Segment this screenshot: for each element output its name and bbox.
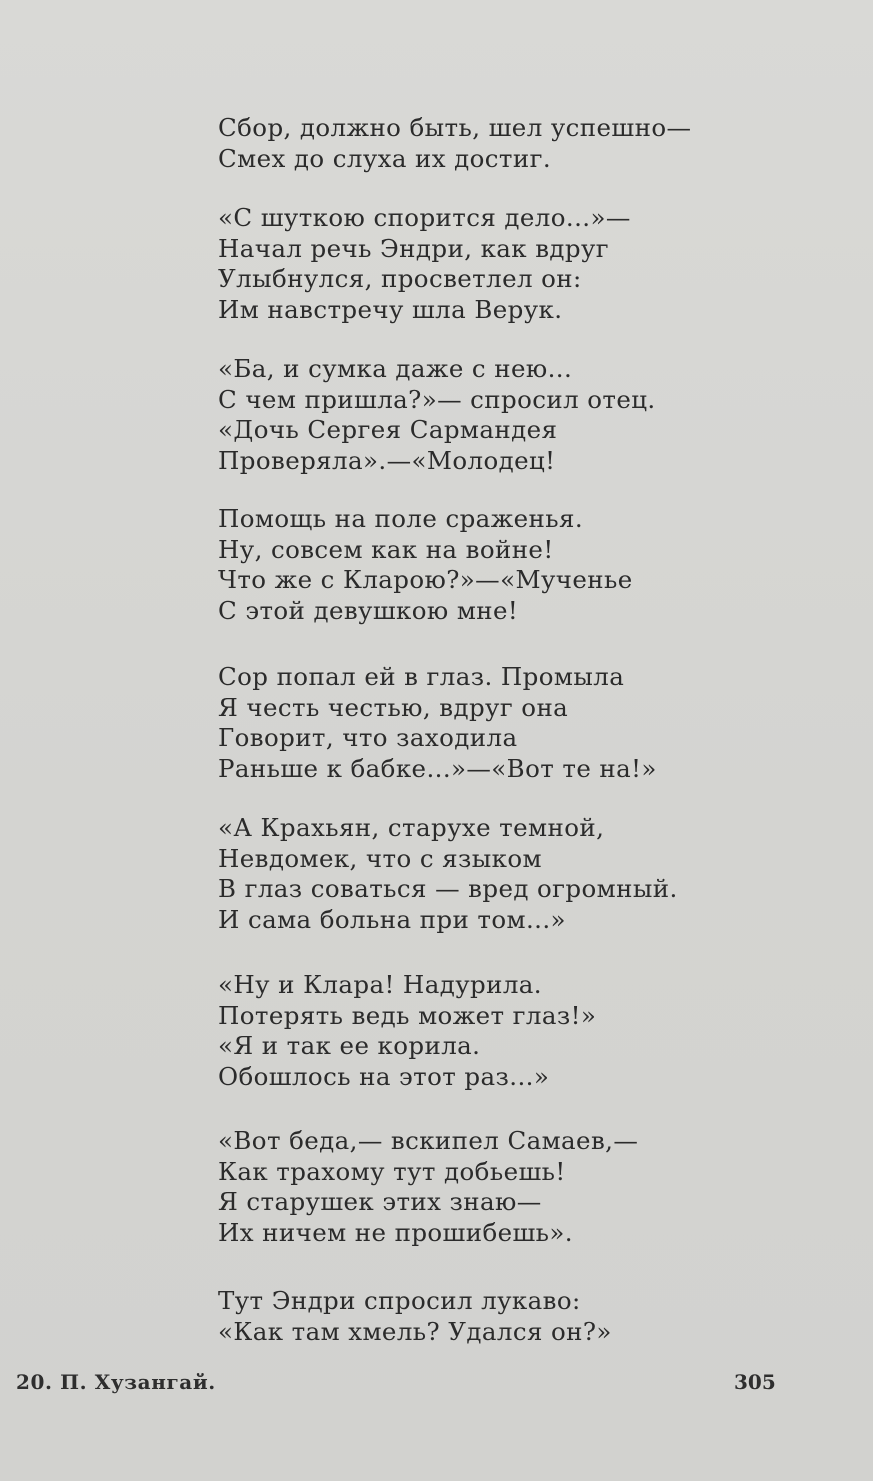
stanza-5 <box>218 662 657 784</box>
poem-line: «С шуткою спорится дело...»— <box>218 203 631 232</box>
poem-line: И сама больна при том...» <box>218 904 566 934</box>
poem-line: Обошлось на этот раз...» <box>218 1061 550 1091</box>
poem-line: Я старушек этих знаю— <box>218 1187 542 1216</box>
poem-line: С чем пришла?»— спросил отец. <box>218 384 656 414</box>
stanza-7 <box>218 970 596 1092</box>
poem-line: Помощь на поле сраженья. <box>218 504 584 533</box>
stanza-1 <box>218 113 691 174</box>
poem-line: Ну, совсем как на войне! <box>218 534 554 564</box>
poem-line: Невдомек, что с языком <box>218 843 542 873</box>
poem-line: Им навстречу шла Верук. <box>218 294 563 324</box>
poem-line: Смех до слуха их достиг. <box>218 143 552 173</box>
stanza-8 <box>218 1126 638 1248</box>
poem-line: Потерять ведь может глаз!» <box>218 1000 597 1030</box>
poem-line: Раньше к бабке...»—«Вот те на!» <box>218 753 657 783</box>
signature-mark: 20. П. Хузангай. <box>16 1370 216 1394</box>
poem-line: Говорит, что заходила <box>218 723 518 752</box>
poem-line: Сбор, должно быть, шел успешно— <box>218 113 692 142</box>
poem-line: «А Крахьян, старухе темной, <box>218 813 605 842</box>
poem-line: Их ничем не прошибешь». <box>218 1217 573 1247</box>
poem-line: Что же с Кларою?»—«Мученье <box>218 565 633 594</box>
poem-line: «Ба, и сумка даже с нею... <box>218 354 573 383</box>
poem-line: Сор попал ей в глаз. Промыла <box>218 662 625 691</box>
poem-line: С этой девушкою мне! <box>218 595 519 625</box>
poem-line: Тут Эндри спросил лукаво: <box>218 1286 581 1315</box>
stanza-3 <box>218 354 656 476</box>
poem-line: Я честь честью, вдруг она <box>218 692 569 722</box>
stanza-6 <box>218 813 678 935</box>
poem-line: «Я и так ее корила. <box>218 1031 481 1060</box>
poem-line: «Как там хмель? Удался он?» <box>218 1316 612 1346</box>
poem-line: «Дочь Сергея Сармандея <box>218 415 558 444</box>
stanza-9 <box>218 1286 612 1347</box>
poem-line: «Ну и Клара! Надурила. <box>218 970 542 999</box>
stanza-4 <box>218 504 633 626</box>
poem-line: В глаз соваться — вред огромный. <box>218 874 678 903</box>
page-number: 305 <box>734 1370 776 1394</box>
stanza-2 <box>218 203 631 325</box>
poem-line: Начал речь Эндри, как вдруг <box>218 233 610 263</box>
poem-line: Улыбнулся, просветлел он: <box>218 264 582 293</box>
poem-line: Как трахому тут добьешь! <box>218 1156 566 1186</box>
poem-line: «Вот беда,— вскипел Самаев,— <box>218 1126 639 1155</box>
page-footer <box>0 1370 873 1400</box>
poem-line: Проверяла».—«Молодец! <box>218 445 556 475</box>
